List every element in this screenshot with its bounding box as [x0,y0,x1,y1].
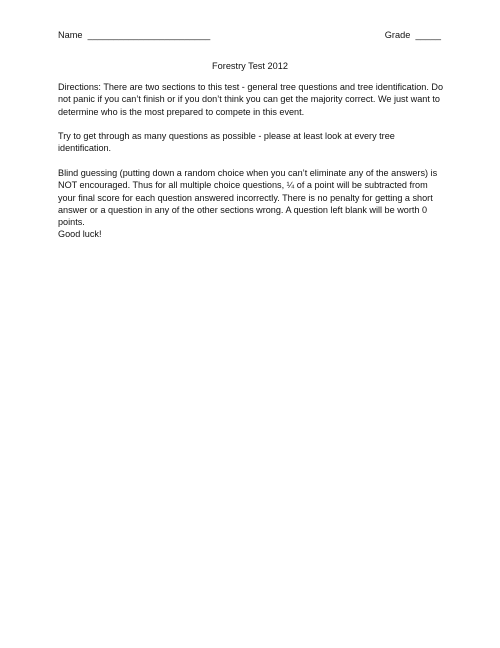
name-field [58,30,210,40]
instructions-paragraph: Try to get through as many questions as possible - please at least look at every tree identification. [58,131,395,154]
header-row [58,30,441,44]
name-blank-line: ________________________ [87,30,211,40]
grade-blank-line: _____ [415,30,441,40]
good-luck-text: Good luck! [58,229,102,239]
guessing-policy-paragraph: Blind guessing (putting down a random choice when you can’t eliminate any of the answers) is NOT encouraged. Thus for all multiple choice questions, ¼ of a point will be subtracted from your final score for each question answered incorrectly. There is no penalty for getting a short answer or a question in any of the other sections wrong. A question left blank will be worth 0 points. [58,168,438,228]
grade-label: Grade [384,30,411,40]
grade-field [385,30,441,40]
page-title: Forestry Test 2012 [212,61,288,71]
name-label: Name [58,30,83,40]
directions-paragraph: Directions: There are two sections to this test - general tree questions and tree identification. Do not panic if you can’t finish or if you don’t think you can get the majority correct. We just want to determine who is the most prepared to compete in this event. [58,82,444,117]
